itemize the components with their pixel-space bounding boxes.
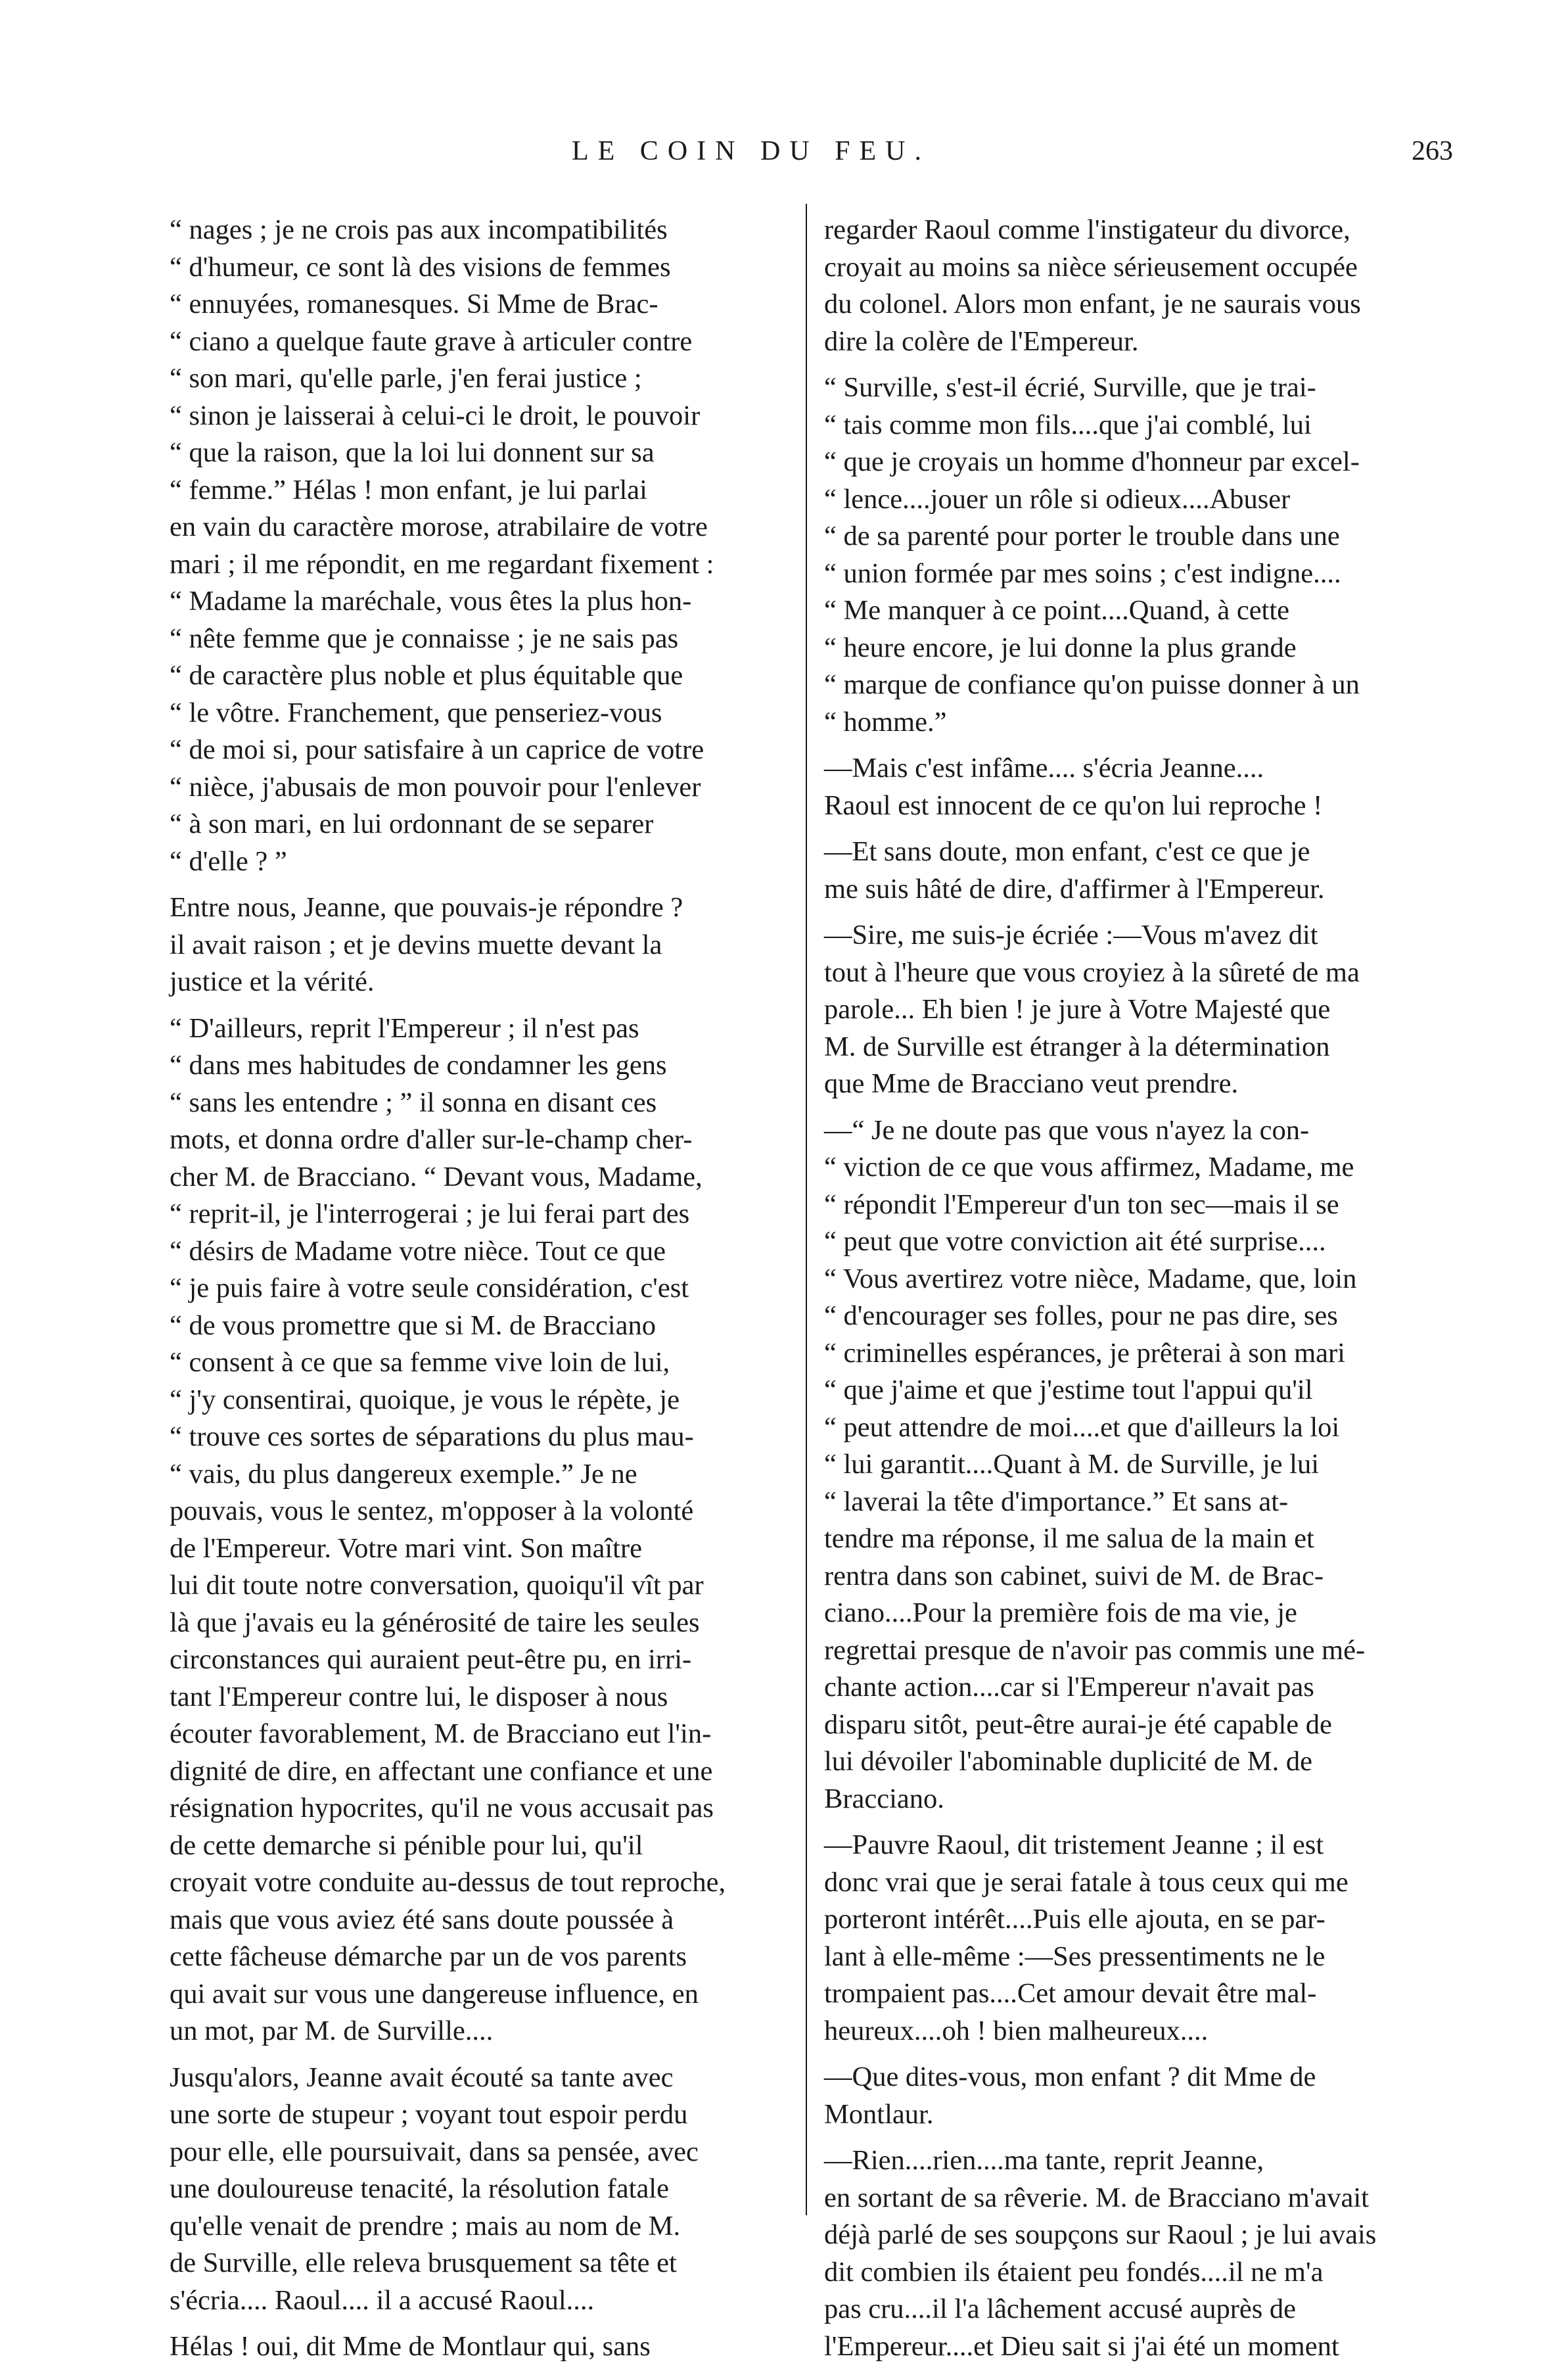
text-line: regarder Raoul comme l'instigateur du divorce, bbox=[824, 214, 1350, 245]
text-line: lui dit toute notre conversation, quoiqu'il vît par bbox=[170, 1570, 704, 1601]
text-line: Raoul est innocent de ce qu'on lui reproche ! bbox=[824, 789, 1323, 821]
text-line: “ de vous promettre que si M. de Bracciano bbox=[170, 1309, 656, 1341]
text-line: circonstances qui auraient peut-être pu, en irri- bbox=[170, 1644, 692, 1675]
text-line: “ nête femme que je connaisse ; je ne sais pas bbox=[170, 623, 679, 654]
text-line: rentra dans son cabinet, suivi de M. de Brac- bbox=[824, 1560, 1324, 1591]
text-line: “ que je croyais un homme d'honneur par excel- bbox=[824, 446, 1360, 477]
text-line: “ que j'aime et que j'estime tout l'appui qu'il bbox=[824, 1375, 1313, 1405]
paragraph bbox=[824, 1112, 1459, 1818]
text-line: pour elle, elle poursuivait, dans sa pensée, avec bbox=[170, 2136, 699, 2167]
text-line: en sortant de sa rêverie. M. de Bracciano m'avait bbox=[824, 2182, 1369, 2213]
text-line: résignation hypocrites, qu'il ne vous accusait pas bbox=[170, 1793, 714, 1823]
text-line: “ lence....jouer un rôle si odieux....Abuser bbox=[824, 483, 1291, 515]
text-line: “ d'elle ? ” bbox=[170, 845, 287, 877]
text-line: Hélas ! oui, dit Mme de Montlaur qui, sans bbox=[170, 2331, 651, 2362]
text-line: —Et sans doute, mon enfant, c'est ce que je bbox=[824, 836, 1310, 867]
text-line: “ ciano a quelque faute grave à articuler contre bbox=[170, 325, 693, 357]
text-line: “ Me manquer à ce point....Quand, à cette bbox=[824, 595, 1290, 626]
text-line: justice et la vérité. bbox=[170, 966, 375, 997]
text-line: “ reprit-il, je l'interrogerai ; je lui ferai part des bbox=[170, 1198, 690, 1229]
text-line: porteront intérêt....Puis elle ajouta, en se par- bbox=[824, 1904, 1326, 1935]
text-line: il avait raison ; et je devins muette devant la bbox=[170, 929, 662, 960]
text-line: “ Madame la maréchale, vous êtes la plus hon- bbox=[170, 586, 692, 617]
text-line: une sorte de stupeur ; voyant tout espoir perdu bbox=[170, 2099, 688, 2130]
text-line: “ d'encourager ses folles, pour ne pas dire, ses bbox=[824, 1300, 1338, 1331]
text-line: pouvais, vous le sentez, m'opposer à la volonté bbox=[170, 1495, 694, 1526]
text-line: “ le vôtre. Franchement, que penseriez-vous bbox=[170, 697, 662, 728]
text-line: “ laverai la tête d'importance.” Et sans at- bbox=[824, 1486, 1289, 1517]
text-line: qui avait sur vous une dangereuse influence, en bbox=[170, 1978, 699, 2010]
text-line: mais que vous aviez été sans doute poussée à bbox=[170, 1904, 674, 1935]
text-line: parole... Eh bien ! je jure à Votre Majesté que bbox=[824, 994, 1331, 1025]
text-line: “ de sa parenté pour porter le trouble dans une bbox=[824, 521, 1340, 552]
text-line: —Rien....rien....ma tante, reprit Jeanne, bbox=[824, 2145, 1264, 2176]
text-line: trompaient pas....Cet amour devait être mal- bbox=[824, 1978, 1317, 2009]
text-line: dignité de dire, en affectant une confiance et une bbox=[170, 1755, 713, 1787]
text-line: —Sire, me suis-je écriée :—Vous m'avez dit bbox=[824, 920, 1318, 951]
text-line: lui dévoiler l'abominable duplicité de M. de bbox=[824, 1746, 1312, 1777]
paragraph bbox=[170, 212, 800, 880]
text-line: “ consent à ce que sa femme vive loin de lui, bbox=[170, 1347, 670, 1378]
paragraph bbox=[824, 2142, 1459, 2365]
text-line: mari ; il me répondit, en me regardant fixement : bbox=[170, 548, 714, 580]
text-line: chante action....car si l'Empereur n'avait pas bbox=[824, 1672, 1314, 1703]
paragraph bbox=[170, 889, 800, 1001]
text-line: dire la colère de l'Empereur. bbox=[824, 325, 1139, 357]
text-line: “ j'y consentirai, quoique, je vous le répète, je bbox=[170, 1384, 680, 1415]
text-line: “ répondit l'Empereur d'un ton sec—mais il se bbox=[824, 1188, 1339, 1220]
paragraph bbox=[824, 750, 1459, 824]
text-line: cher M. de Bracciano. “ Devant vous, Madame, bbox=[170, 1161, 703, 1192]
text-line: de Surville, elle releva brusquement sa tête et bbox=[170, 2247, 677, 2278]
text-line: “ marque de confiance qu'on puisse donner à un bbox=[824, 669, 1360, 700]
paragraph bbox=[824, 369, 1459, 741]
text-line: “ tais comme mon fils....que j'ai comblé, lui bbox=[824, 409, 1312, 440]
text-line: “ nièce, j'abusais de mon pouvoir pour l'enlever bbox=[170, 771, 701, 803]
text-line: “ Surville, s'est-il écrié, Surville, que je trai- bbox=[824, 372, 1316, 403]
text-line: pas cru....il l'a lâchement accusé auprès de bbox=[824, 2293, 1297, 2324]
text-line: en vain du caractère morose, atrabilaire de votre bbox=[170, 511, 708, 542]
text-line: me suis hâté de dire, d'affirmer à l'Empereur. bbox=[824, 873, 1325, 905]
text-line: tendre ma réponse, il me salua de la main et bbox=[824, 1523, 1314, 1554]
text-line: ciano....Pour la première fois de ma vie, je bbox=[824, 1597, 1297, 1628]
text-line: qu'elle venait de prendre ; mais au nom de M. bbox=[170, 2210, 681, 2242]
left-column bbox=[170, 212, 800, 2375]
text-line: mots, et donna ordre d'aller sur-le-champ cher- bbox=[170, 1124, 693, 1155]
text-line: —“ Je ne doute pas que vous n'ayez la con- bbox=[824, 1114, 1310, 1146]
text-line: lant à elle-même :—Ses pressentiments ne le bbox=[824, 1940, 1326, 1972]
paragraph bbox=[824, 212, 1459, 360]
text-line: M. de Surville est étranger à la détermination bbox=[824, 1031, 1330, 1062]
text-line: “ je puis faire à votre seule considération, c'est bbox=[170, 1273, 689, 1304]
text-line: tout à l'heure que vous croyiez à la sûreté de ma bbox=[824, 956, 1360, 988]
text-line: s'écria.... Raoul.... il a accusé Raoul.... bbox=[170, 2284, 595, 2316]
text-line: “ heure encore, je lui donne la plus grande bbox=[824, 632, 1297, 663]
text-line: regrettai presque de n'avoir pas commis une mé- bbox=[824, 1634, 1366, 1666]
text-line: “ son mari, qu'elle parle, j'en ferai justice ; bbox=[170, 363, 642, 394]
text-line: —Que dites-vous, mon enfant ? dit Mme de bbox=[824, 2061, 1316, 2092]
text-line: “ nages ; je ne crois pas aux incompatibilités bbox=[170, 214, 668, 245]
text-line: “ homme.” bbox=[824, 706, 947, 738]
text-line: “ vais, du plus dangereux exemple.” Je ne bbox=[170, 1458, 637, 1490]
text-line: “ D'ailleurs, reprit l'Empereur ; il n'est pas bbox=[170, 1012, 639, 1044]
text-line: “ criminelles espérances, je prêterai à son mari bbox=[824, 1337, 1345, 1369]
paragraph bbox=[170, 2328, 800, 2366]
text-line: “ peut que votre conviction ait été surprise.... bbox=[824, 1226, 1326, 1257]
text-line: “ dans mes habitudes de condamner les gens bbox=[170, 1050, 667, 1081]
text-line: cette fâcheuse démarche par un de vos parents bbox=[170, 1941, 687, 1972]
text-line: “ femme.” Hélas ! mon enfant, je lui parlai bbox=[170, 474, 647, 506]
text-line: “ ennuyées, romanesques. Si Mme de Brac- bbox=[170, 289, 658, 319]
text-line: là que j'avais eu la générosité de taire les seules bbox=[170, 1607, 700, 1638]
text-line: croyait votre conduite au-dessus de tout reproche, bbox=[170, 1867, 726, 1898]
text-line: “ désirs de Madame votre nièce. Tout ce que bbox=[170, 1235, 666, 1267]
text-line: “ trouve ces sortes de séparations du plus mau- bbox=[170, 1421, 694, 1452]
text-line: “ viction de ce que vous affirmez, Madame, me bbox=[824, 1152, 1354, 1183]
text-line: une douloureuse tenacité, la résolution fatale bbox=[170, 2173, 669, 2204]
paragraph bbox=[824, 917, 1459, 1103]
text-line: tant l'Empereur contre lui, le disposer à nous bbox=[170, 1681, 668, 1712]
text-line: “ lui garantit....Quant à M. de Surville, je lui bbox=[824, 1449, 1320, 1480]
paragraph bbox=[170, 1010, 800, 2050]
paragraph bbox=[824, 834, 1459, 908]
page-header bbox=[0, 131, 1568, 177]
text-line: —Mais c'est infâme.... s'écria Jeanne.... bbox=[824, 753, 1264, 784]
text-line: “ Vous avertirez votre nièce, Madame, que, loin bbox=[824, 1263, 1357, 1294]
text-line: “ peut attendre de moi....et que d'ailleurs la loi bbox=[824, 1411, 1340, 1443]
text-line: “ que la raison, que la loi lui donnent sur sa bbox=[170, 437, 655, 468]
text-line: “ de caractère plus noble et plus équitable que bbox=[170, 660, 683, 691]
text-line: Bracciano. bbox=[824, 1783, 944, 1814]
text-line: —Pauvre Raoul, dit tristement Jeanne ; il est bbox=[824, 1829, 1324, 1860]
column-divider bbox=[806, 204, 807, 2215]
text-line: donc vrai que je serai fatale à tous ceux qui me bbox=[824, 1866, 1349, 1898]
text-line: déjà parlé de ses soupçons sur Raoul ; je lui avais bbox=[824, 2219, 1377, 2250]
text-line: Entre nous, Jeanne, que pouvais-je répondre ? bbox=[170, 892, 683, 923]
text-line: du colonel. Alors mon enfant, je ne saurais vous bbox=[824, 289, 1361, 319]
text-line: que Mme de Bracciano veut prendre. bbox=[824, 1068, 1239, 1099]
text-line: Jusqu'alors, Jeanne avait écouté sa tante avec bbox=[170, 2061, 674, 2093]
text-line: de cette demarche si pénible pour lui, qu'il bbox=[170, 1829, 643, 1861]
text-line: disparu sitôt, peut-être aurai-je été capable de bbox=[824, 1708, 1332, 1740]
text-line: “ de moi si, pour satisfaire à un caprice de votre bbox=[170, 734, 704, 765]
text-line: “ d'humeur, ce sont là des visions de femmes bbox=[170, 251, 671, 283]
text-line: “ sinon je laisserai à celui-ci le droit, le pouvoir bbox=[170, 400, 701, 431]
text-line: “ union formée par mes soins ; c'est indigne.... bbox=[824, 557, 1341, 589]
text-line: de l'Empereur. Votre mari vint. Son maître bbox=[170, 1532, 642, 1564]
text-line: Montlaur. bbox=[824, 2098, 934, 2130]
paragraph bbox=[824, 2059, 1459, 2133]
paragraph bbox=[824, 1827, 1459, 2050]
running-title: LE COIN DU FEU. bbox=[572, 136, 931, 166]
text-line: “ sans les entendre ; ” il sonna en disant ces bbox=[170, 1087, 657, 1118]
text-line: dit combien ils étaient peu fondés....il ne m'a bbox=[824, 2256, 1324, 2288]
text-line: l'Empereur....et Dieu sait si j'ai été un moment bbox=[824, 2330, 1339, 2362]
page-number: 263 bbox=[1412, 136, 1453, 166]
text-line: écouter favorablement, M. de Bracciano eut l'in- bbox=[170, 1718, 712, 1749]
right-column bbox=[824, 212, 1459, 2374]
text-line: heureux....oh ! bien malheureux.... bbox=[824, 2015, 1209, 2046]
paragraph bbox=[170, 2059, 800, 2320]
text-line: croyait au moins sa nièce sérieusement occupée bbox=[824, 251, 1358, 283]
text-line: un mot, par M. de Surville.... bbox=[170, 2015, 494, 2046]
text-line: “ à son mari, en lui ordonnant de se separer bbox=[170, 809, 654, 839]
